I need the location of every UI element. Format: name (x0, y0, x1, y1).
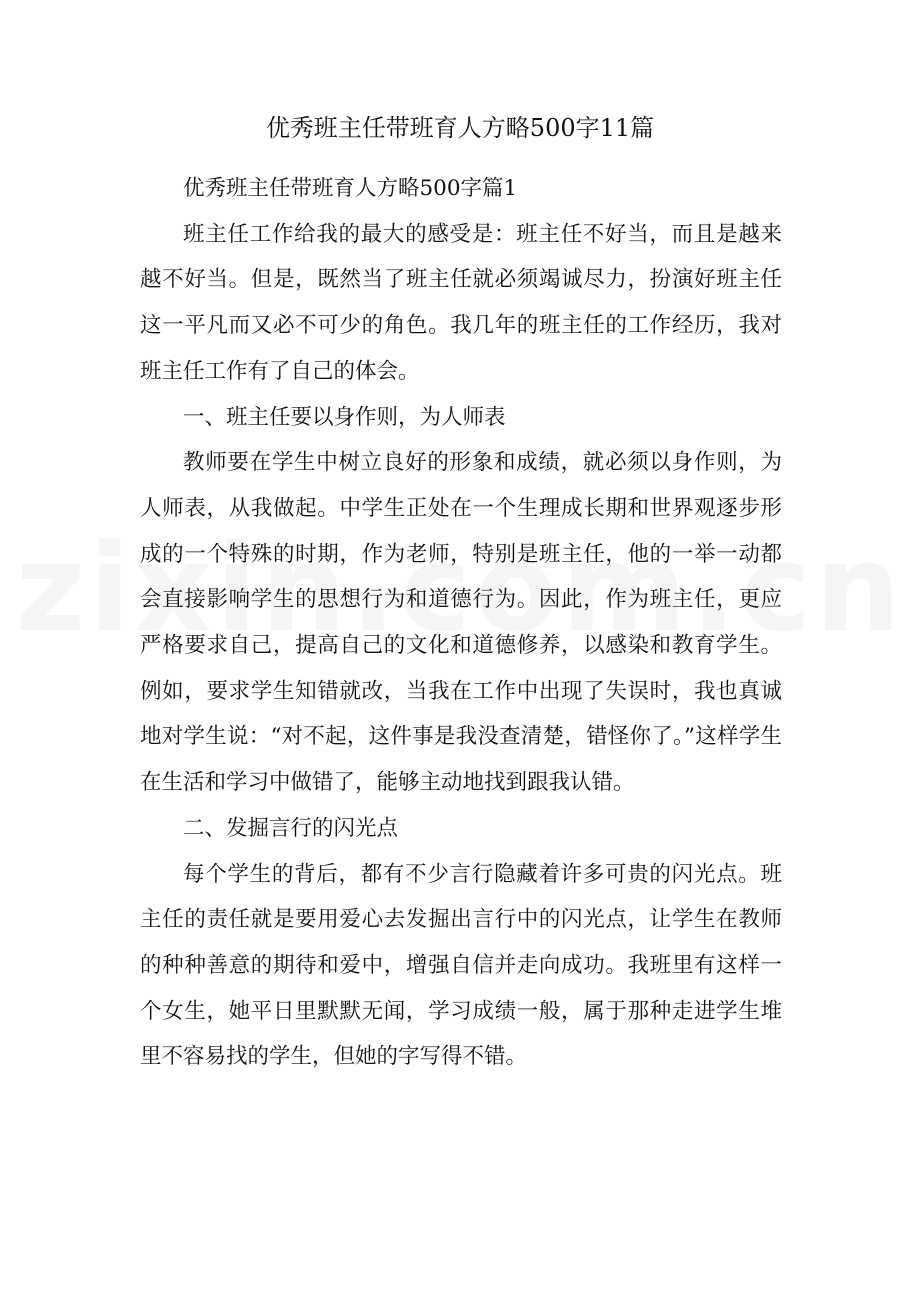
section-title: 优秀班主任带班育人方略500字篇1 (183, 176, 518, 201)
heading-2: 二、发掘言行的闪光点 (183, 815, 399, 841)
document-title: 优秀班主任带班育人方略500字11篇 (265, 114, 655, 142)
paragraph-3: 每个学生的背后，都有不少言行隐藏着许多可贵的闪光点。班主任的责任就是要用爱心去发掘出言行中的闪光点，让学生在教师的种种善意的期待和爱中，增强自信并走向成功。我班里有这样一个女生，她平日里默默无闻，学习成绩一般，属于那种走进学生堆里不容易找的学生，但她的字写得不错。 (140, 861, 782, 1070)
paragraph-2: 教师要在学生中树立良好的形象和成绩，就必须以身作则，为人师表，从我做起。中学生正处在一个生理成长期和世界观逐步形成的一个特殊的时期，作为老师，特别是班主任，他的一举一动都会直接影响学生的思想行为和道德行为。因此，作为班主任，更应严格要求自己，提高自己的文化和道德修养，以感染和教育学生。例如，要求学生知错就改，当我在工作中出现了失误时，我也真诚地对学生说：“对不起，这件事是我没查清楚，错怪你了。”这样学生在生活和学习中做错了，能够主动地找到跟我认错。 (140, 450, 782, 796)
heading-1: 一、班主任要以身作则，为人师表 (183, 404, 506, 430)
document-body (140, 166, 782, 1080)
paragraph-1: 班主任工作给我的最大的感受是：班主任不好当，而且是越来越不好当。但是，既然当了班主任就必须竭诚尽力，扮演好班主任这一平凡而又必不可少的角色。我几年的班主任的工作经历，我对班主任工作有了自己的体会。 (140, 221, 782, 384)
